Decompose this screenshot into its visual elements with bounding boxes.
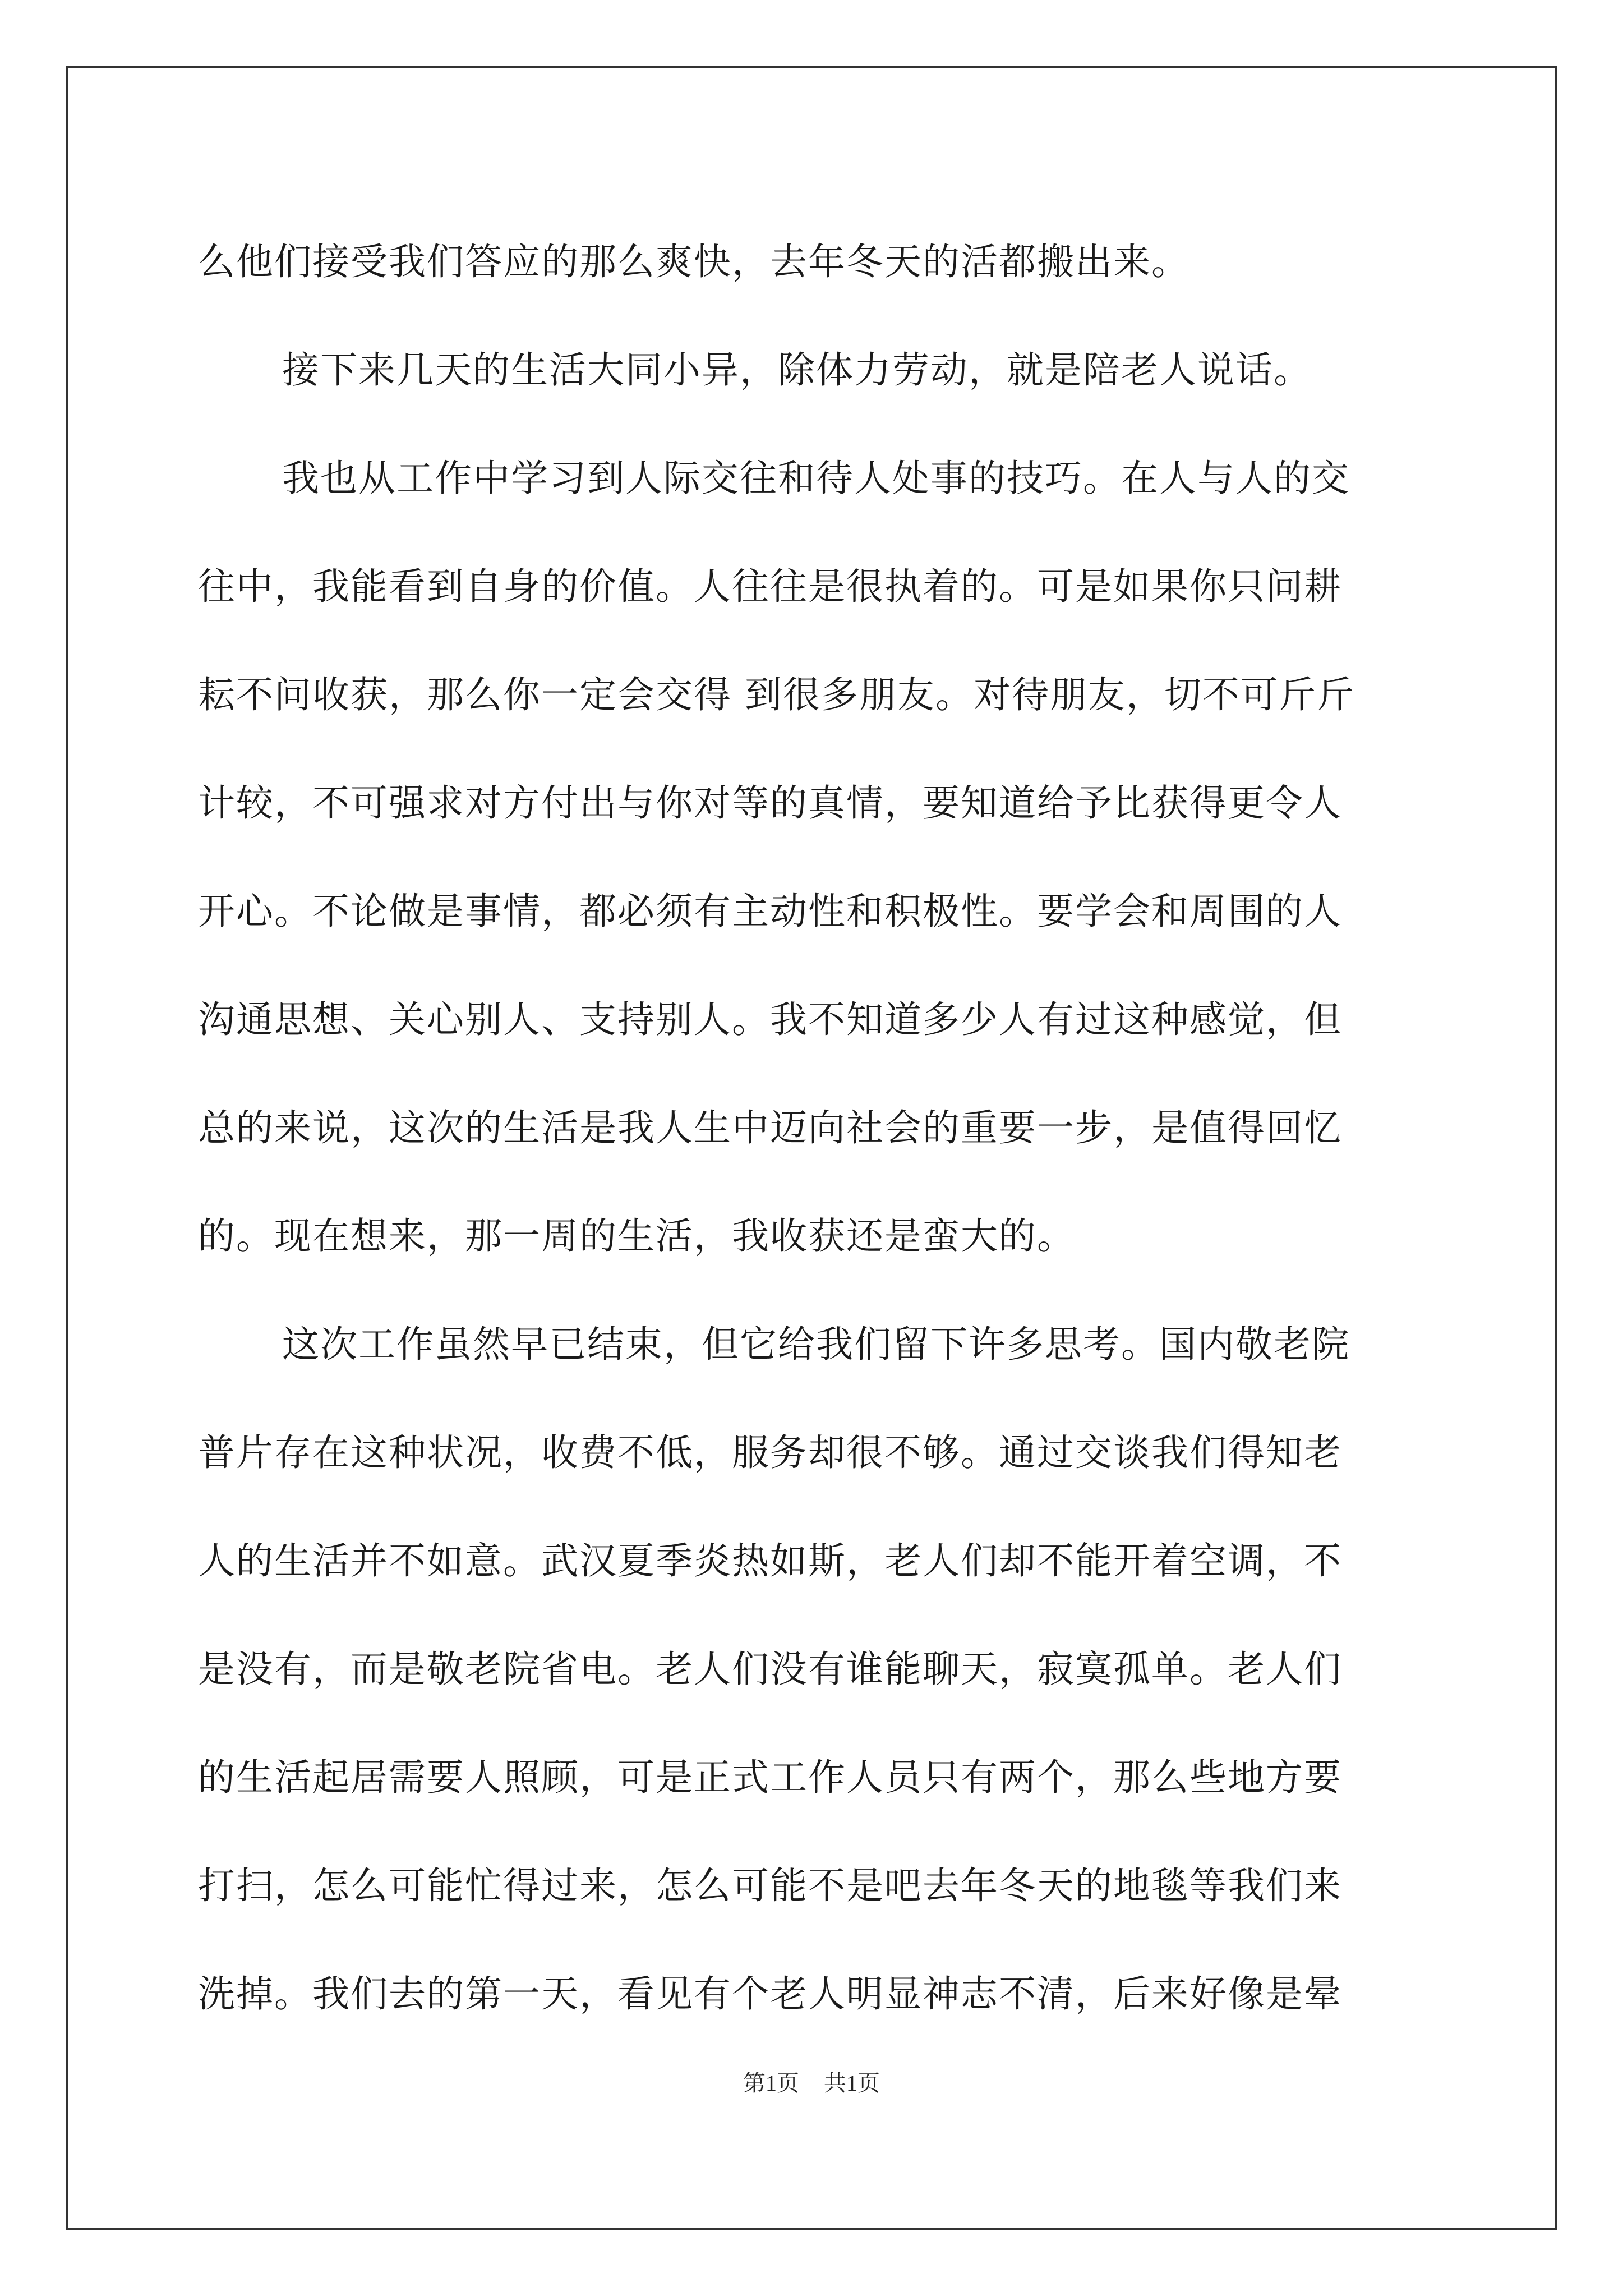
text-line: 这次工作虽然早已结束，但它给我们留下许多思考。国内敬老院 bbox=[282, 1323, 1350, 1366]
text-line: 的。现在想来，那一周的生活，我收获还是蛮大的。 bbox=[198, 1214, 1075, 1258]
text-line: 的生活起居需要人照顾，可是正式工作人员只有两个，那么些地方要 bbox=[198, 1756, 1342, 1799]
text-line: 往中，我能看到自身的价值。人往往是很执着的。可是如果你只问耕 bbox=[198, 565, 1342, 608]
page-footer bbox=[0, 2065, 1623, 2097]
text-line: 普片存在这种状况，收费不低，服务却很不够。通过交谈我们得知老 bbox=[198, 1431, 1342, 1474]
text-line: 我也从工作中学习到人际交往和待人处事的技巧。在人与人的交 bbox=[282, 457, 1350, 500]
text-line: 总的来说，这次的生活是我人生中迈向社会的重要一步，是值得回忆 bbox=[198, 1106, 1342, 1149]
text-line: 打扫，怎么可能忙得过来，怎么可能不是吧去年冬天的地毯等我们来 bbox=[198, 1864, 1342, 1907]
text-line: 么他们接受我们答应的那么爽快，去年冬天的活都搬出来。 bbox=[198, 240, 1189, 283]
page-number: 第1页 bbox=[743, 2070, 799, 2096]
text-line: 人的生活并不如意。武汉夏季炎热如斯，老人们却不能开着空调，不 bbox=[198, 1539, 1342, 1582]
text-line: 计较，不可强求对方付出与你对等的真情，要知道给予比获得更令人 bbox=[198, 781, 1342, 825]
text-line: 是没有，而是敬老院省电。老人们没有谁能聊天，寂寞孤单。老人们 bbox=[198, 1648, 1342, 1691]
text-line: 开心。不论做是事情，都必须有主动性和积极性。要学会和周围的人 bbox=[198, 890, 1342, 933]
page-total: 共1页 bbox=[824, 2070, 880, 2096]
document-body bbox=[198, 208, 1432, 2048]
text-line: 沟通思想、关心别人、支持别人。我不知道多少人有过这种感觉，但 bbox=[198, 998, 1342, 1041]
text-line: 洗掉。我们去的第一天，看见有个老人明显神志不清，后来好像是晕 bbox=[198, 1972, 1342, 2016]
text-line: 耘不问收获，那么你一定会交得 到很多朋友。对待朋友，切不可斤斤 bbox=[198, 673, 1355, 716]
text-line: 接下来几天的生活大同小异，除体力劳动，就是陪老人说话。 bbox=[282, 348, 1312, 392]
